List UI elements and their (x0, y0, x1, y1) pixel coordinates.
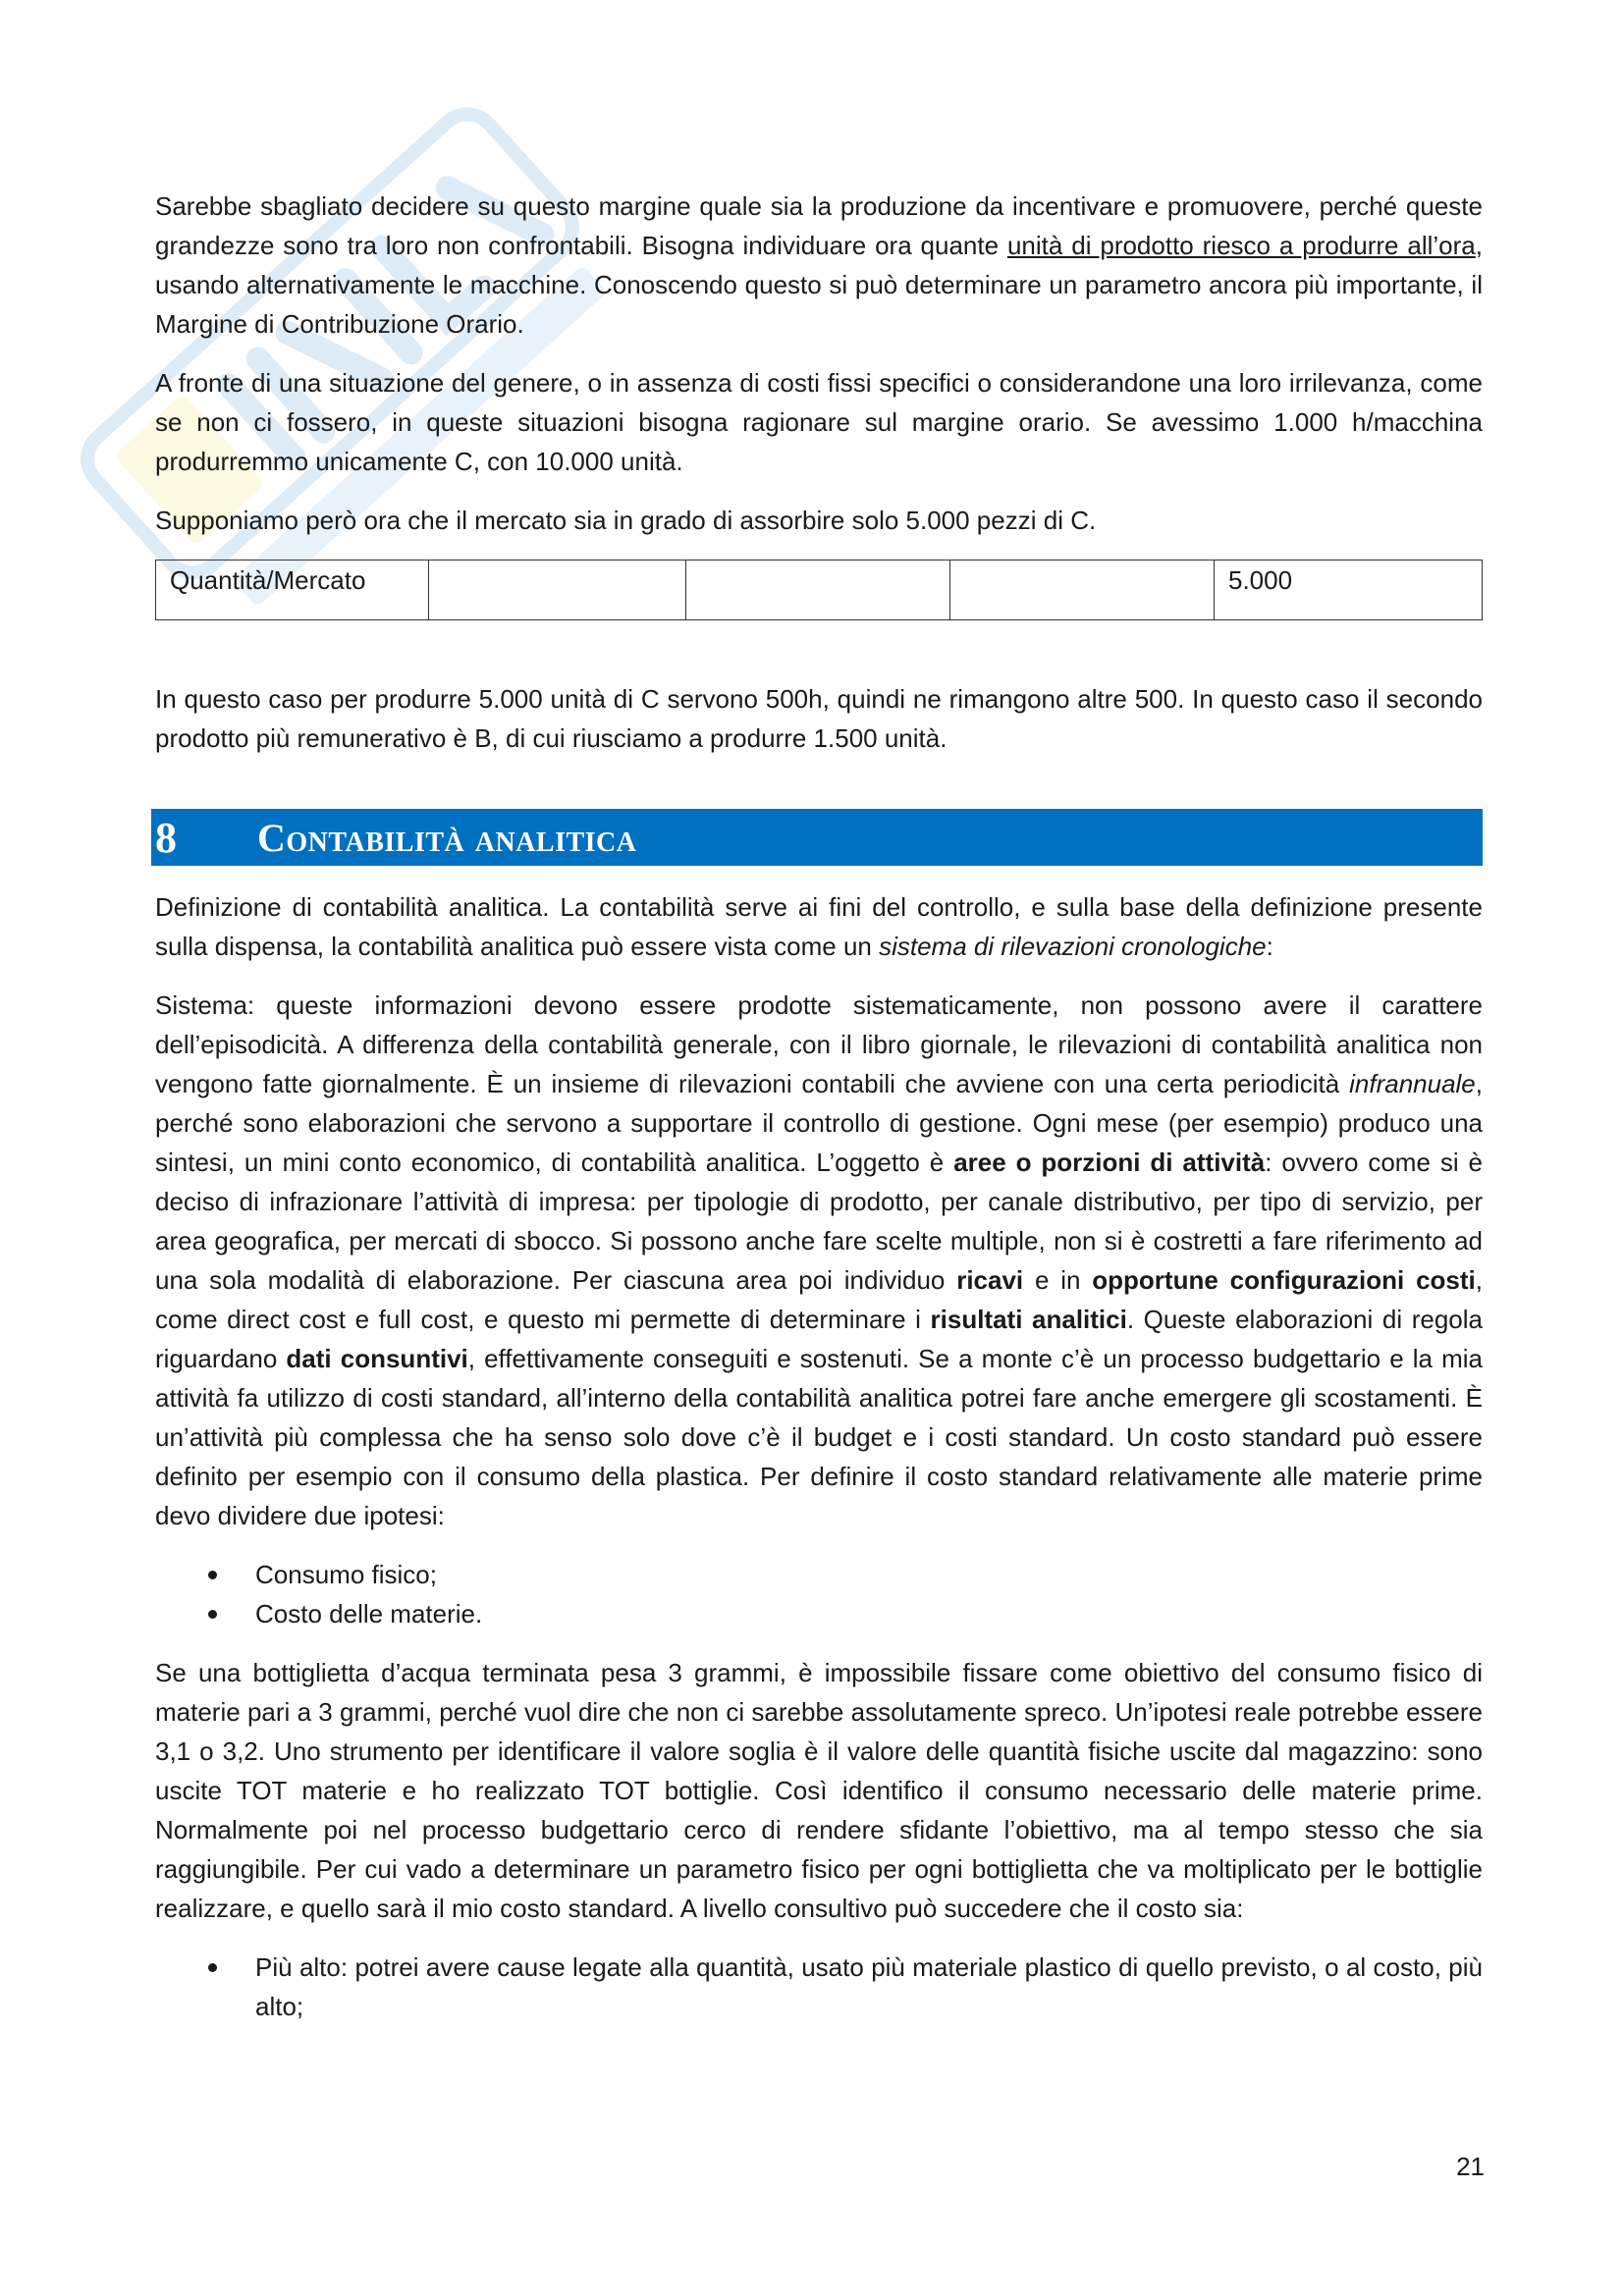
bullet-icon (208, 1610, 217, 1619)
section-number: 8 (155, 813, 177, 862)
table-cell (429, 561, 686, 620)
list-item: Consumo fisico; (155, 1555, 1483, 1594)
paragraph-7: Se una bottiglietta d’acqua terminata pesa 3 grammi, è impossibile fissare come obiettivo del consumo fisico di materie pari a 3 grammi, perché vuol dire che non ci sarebbe assolutamente spreco. Un’ipotesi reale potrebbe essere 3,1 o 3,2. Uno strumento per identificare il valore soglia è il valore delle quantità fisiche uscite dal magazzino: sono uscite TOT materie e ho realizzato TOT bottiglie. Così identifico il consumo necessario delle materie prime. Normalmente poi nel processo budgettario cerco di rendere sfidante l’obiettivo, ma al tempo stesso che sia raggiungibile. Per cui vado a determinare un parametro fisico per ogni bottiglietta che va moltiplicato per le bottiglie realizzare, e quello sarà il mio costo standard. A livello consultivo può succedere che il costo sia: (155, 1658, 1483, 1923)
quantity-market-table (155, 560, 1483, 620)
list-item: Più alto: potrei avere cause legate alla quantità, usato più materiale plastico di quello previsto, o al costo, più alto; (155, 1948, 1483, 2026)
bullet-icon (208, 1571, 217, 1579)
bullet-icon (208, 1963, 217, 1972)
bullet-list-2 (155, 1948, 1483, 2026)
paragraph-2: A fronte di una situazione del genere, o in assenza di costi fissi specifici o considerandone una loro irrilevanza, come se non ci fossero, in queste situazioni bisogna ragionare sul margine orario. Se avessimo 1.000 h/macchina produrremmo unicamente C, con 10.000 unità. (155, 368, 1483, 476)
page-content (155, 187, 1483, 2046)
paragraph-6: Sistema: queste informazioni devono essere prodotte sistematicamente, non possono avere il carattere dell’episodicità. A differenza della contabilità generale, con il libro giornale, le rilevazioni di contabilità analitica non vengono fatte giornalmente. È un insieme di rilevazioni contabili che avviene con una certa periodicità infrannuale, perché sono elaborazioni che servono a supportare il controllo di gestione. Ogni mese (per esempio) produco una sintesi, un mini conto economico, di contabilità analitica. L’oggetto è aree o porzioni di attività: ovvero come si è deciso di infrazionare l’attività di impresa: per tipologie di prodotto, per canale distributivo, per tipo di servizio, per area geografica, per mercati di sbocco. Si possono anche fare scelte multiple, non si è costretti a fare riferimento ad una sola modalità di elaborazione. Per ciascuna area poi individuo ricavi e in opportune configurazioni costi, come direct cost e full cost, e questo mi permette di determinare i risultati analitici. Queste elaborazioni di regola riguardano dati consuntivi, effettivamente conseguiti e sostenuti. Se a monte c’è un processo budgettario e la mia attività fa utilizzo di costi standard, all’interno della contabilità analitica potrei fare anche emergere gli scostamenti. È un’attività più complessa che ha senso solo dove c’è il budget e i costi standard. Un costo standard può essere definito per esempio con il consumo della plastica. Per definire il costo standard relativamente alle materie prime devo dividere due ipotesi: (155, 990, 1483, 1530)
table-row (156, 561, 1483, 620)
section-title: Contabilità analitica (257, 815, 637, 860)
table-cell: 5.000 (1215, 561, 1483, 620)
page-number: 21 (1456, 2152, 1485, 2181)
paragraph-3: Supponiamo però ora che il mercato sia in grado di assorbire solo 5.000 pezzi di C. (155, 506, 1097, 535)
table-cell (950, 561, 1215, 620)
underlined-phrase: unità di prodotto riesco a produrre all’ora (1006, 231, 1476, 260)
paragraph-5: Definizione di contabilità analitica. La contabilità serve ai fini del controllo, e sulla base della definizione presente sulla dispensa, la contabilità analitica può essere vista come un sistema di rilevazioni cronologiche: (155, 892, 1483, 961)
table-cell: Quantità/Mercato (156, 561, 429, 620)
table-cell (686, 561, 950, 620)
paragraph-1: Sarebbe sbagliato decidere su questo margine quale sia la produzione da incentivare e promuovere, perché queste grandezze sono tra loro non confrontabili. Bisogna individuare ora quante unità di prodotto riesco a produrre all’ora, usando alternativamente le macchine. Conoscendo questo si può determinare un parametro ancora più importante, il Margine di Contribuzione Orario. (155, 191, 1483, 339)
paragraph-4: In questo caso per produrre 5.000 unità di C servono 500h, quindi ne rimangono altre 500. In questo caso il secondo prodotto più remunerativo è B, di cui riusciamo a produrre 1.500 unità. (155, 684, 1483, 753)
section-heading (151, 809, 1483, 866)
italic-term: sistema di rilevazioni cronologiche (879, 932, 1267, 961)
list-item: Costo delle materie. (155, 1594, 1483, 1633)
bullet-list-1 (155, 1555, 1483, 1633)
